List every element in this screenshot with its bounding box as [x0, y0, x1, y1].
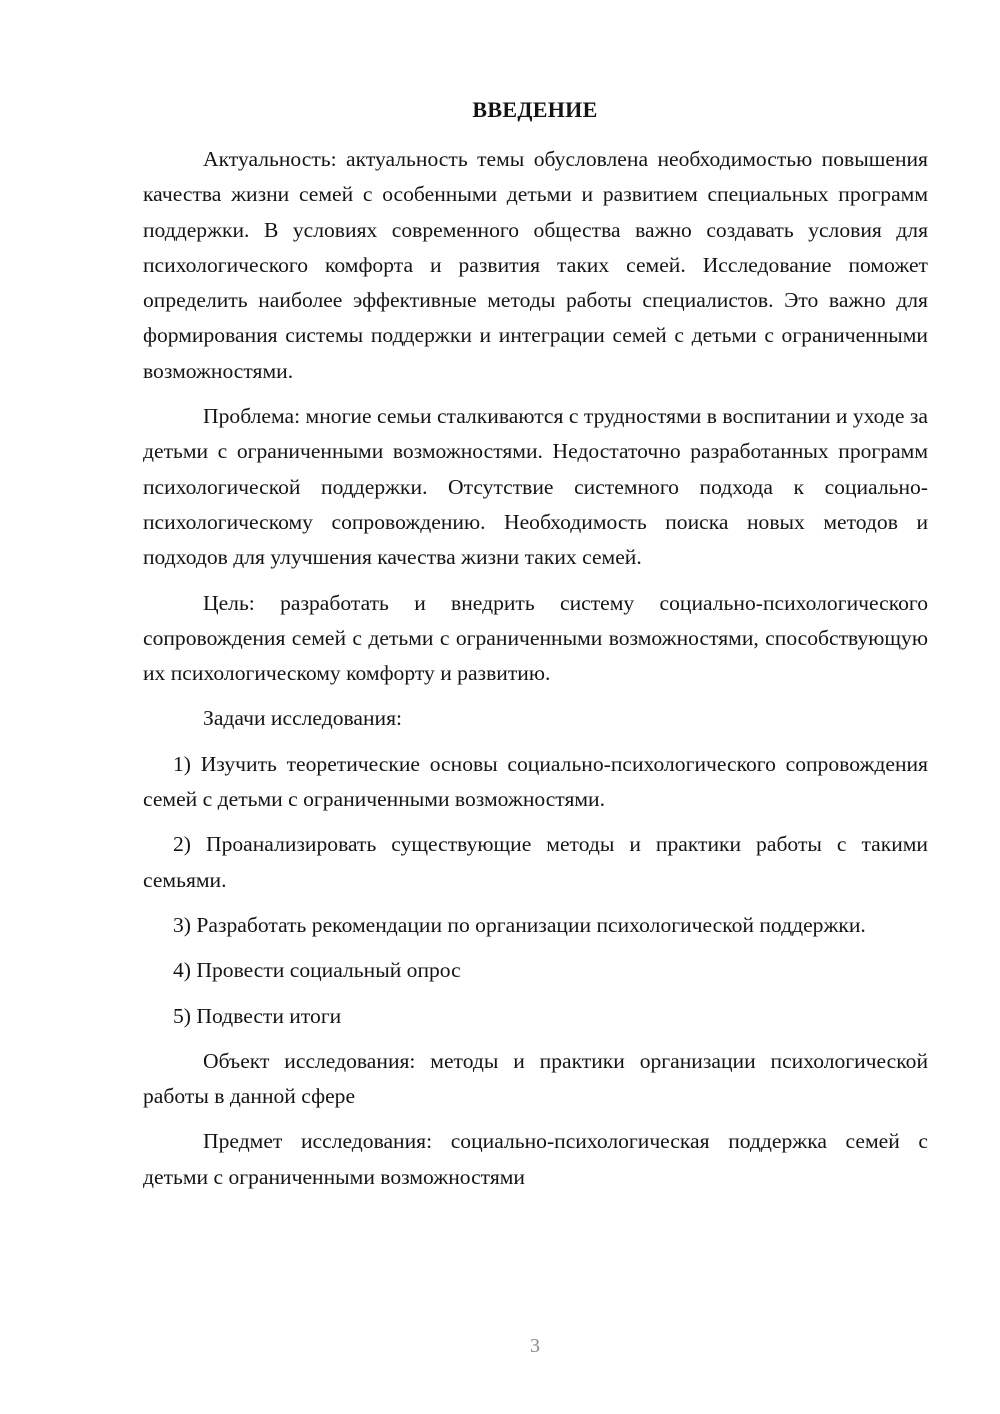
- tasks-heading: Задачи исследования:: [203, 706, 403, 731]
- task-item-4: 4) Провести социальный опрос: [173, 958, 461, 983]
- research-subject-paragraph: Предмет исследования: социально-психологическая поддержка семей с детьми с ограниченными возможностями: [143, 1129, 928, 1189]
- relevance-paragraph: Актуальность: актуальность темы обусловлена необходимостью повышения качества жизни семей с особенными детьми и развитием специальных программ поддержки. В условиях современного общества важно создавать условия для психологического комфорта и развития таких семей. Исследование поможет определить наиболее эффективные методы работы специалистов. Это важно для формирования системы поддержки и интеграции семей с детьми с ограниченными возможностями.: [143, 147, 928, 383]
- problem-paragraph: Проблема: многие семьи сталкиваются с трудностями в воспитании и уходе за детьми с ограниченными возможностями. Недостаточно разработанных программ психологической поддержки. Отсутствие системного подхода к социально-психологическому сопровождению. Необходимость поиска новых методов и подходов для улучшения качества жизни таких семей.: [143, 404, 928, 570]
- task-item-5: 5) Подвести итоги: [173, 1003, 342, 1028]
- task-item-3: 3) Разработать рекомендации по организации психологической поддержки.: [173, 912, 866, 937]
- page-number: 3: [530, 1335, 540, 1357]
- document-body: [143, 142, 928, 1205]
- goal-paragraph: Цель: разработать и внедрить систему социально-психологического сопровождения семей с детьми с ограниченными возможностями, способствующую их психологическому комфорту и развитию.: [143, 590, 928, 686]
- page-title: ВВЕДЕНИЕ: [472, 97, 598, 122]
- task-item-1: 1) Изучить теоретические основы социально-психологического сопровождения семей с детьми с ограниченными возможностями.: [143, 751, 928, 812]
- task-item-2: 2) Проанализировать существующие методы и практики работы с такими семьями.: [143, 832, 928, 892]
- research-object-paragraph: Объект исследования: методы и практики организации психологической работы в данной сфере: [143, 1048, 928, 1109]
